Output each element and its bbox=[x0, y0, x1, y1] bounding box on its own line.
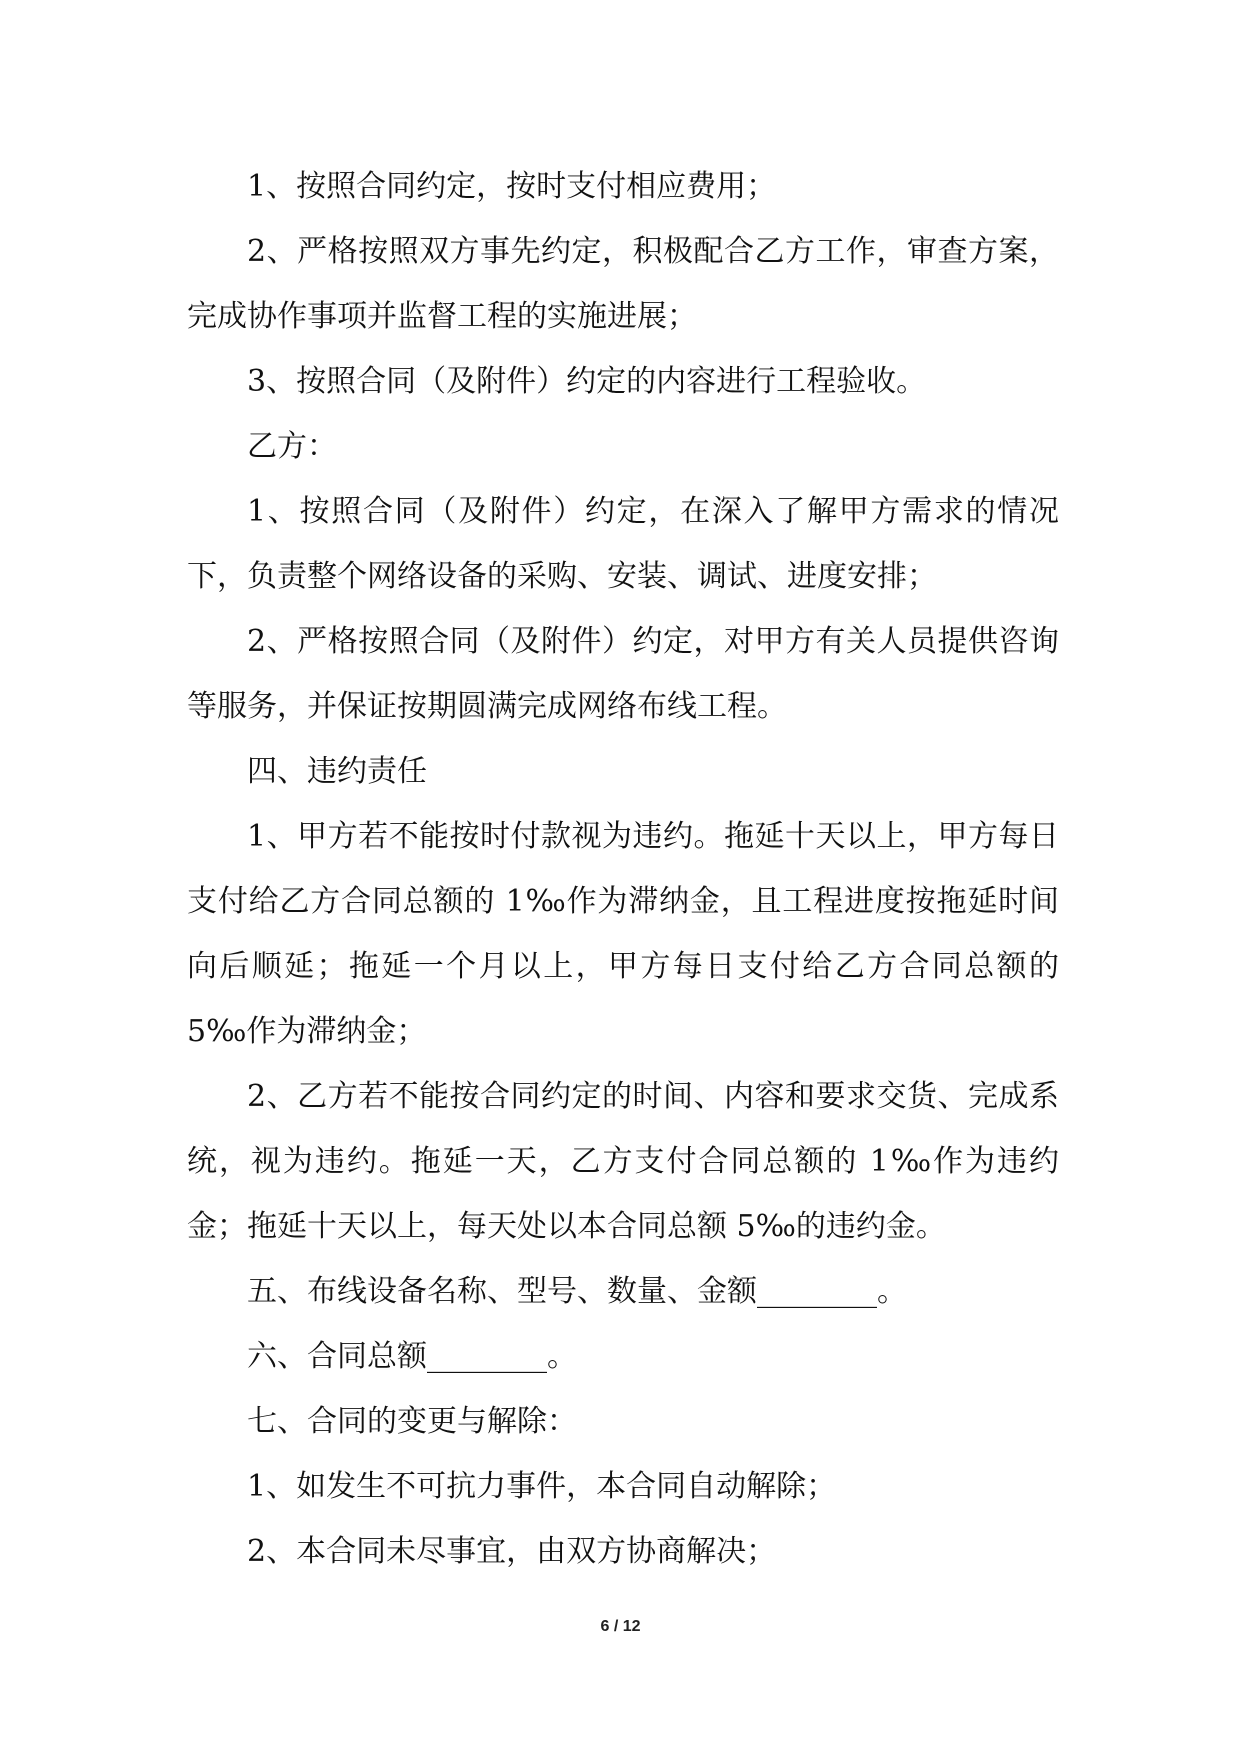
paragraph-change-item-1: 1、如发生不可抗力事件，本合同自动解除； bbox=[247, 1469, 837, 1504]
section-heading-change-termination: 七、合同的变更与解除： bbox=[247, 1404, 577, 1439]
section-heading-breach-liability: 四、违约责任 bbox=[247, 754, 427, 789]
paragraph-party-b-item-1: 1、按照合同（及附件）约定，在深入了解甲方需求的情况下，负责整个网络设备的采购、安装、调试、进度安排； bbox=[187, 494, 1059, 594]
paragraph-party-a-item-2: 2、严格按照双方事先约定，积极配合乙方工作，审查方案，完成协作事项并监督工程的实施进展； bbox=[187, 234, 1059, 334]
paragraph-breach-item-2: 2、乙方若不能按合同约定的时间、内容和要求交货、完成系统，视为违约。拖延一天，乙方支付合同总额的 1‰作为违约金；拖延十天以上，每天处以本合同总额 5‰的违约金。 bbox=[187, 1079, 1059, 1244]
paragraph-breach-item-1: 1、甲方若不能按时付款视为违约。拖延十天以上，甲方每日支付给乙方合同总额的 1‰作为滞纳金，且工程进度按拖延时间向后顺延；拖延一个月以上，甲方每日支付给乙方合同总额的 5‰作为滞纳金； bbox=[187, 819, 1059, 1049]
heading-party-b: 乙方： bbox=[247, 429, 337, 464]
paragraph-party-b-item-2: 2、严格按照合同（及附件）约定，对甲方有关人员提供咨询等服务，并保证按期圆满完成网络布线工程。 bbox=[187, 624, 1059, 724]
paragraph-party-a-item-3: 3、按照合同（及附件）约定的内容进行工程验收。 bbox=[247, 364, 927, 399]
page-number: 6 / 12 bbox=[600, 1618, 641, 1635]
section-heading-contract-total: 六、合同总额________。 bbox=[247, 1339, 577, 1374]
paragraph-party-a-item-1: 1、按照合同约定，按时支付相应费用； bbox=[247, 169, 777, 204]
document-body bbox=[187, 154, 1059, 1584]
paragraph-change-item-2: 2、本合同未尽事宜，由双方协商解决； bbox=[247, 1534, 777, 1569]
section-heading-equipment: 五、布线设备名称、型号、数量、金额________。 bbox=[247, 1274, 907, 1309]
